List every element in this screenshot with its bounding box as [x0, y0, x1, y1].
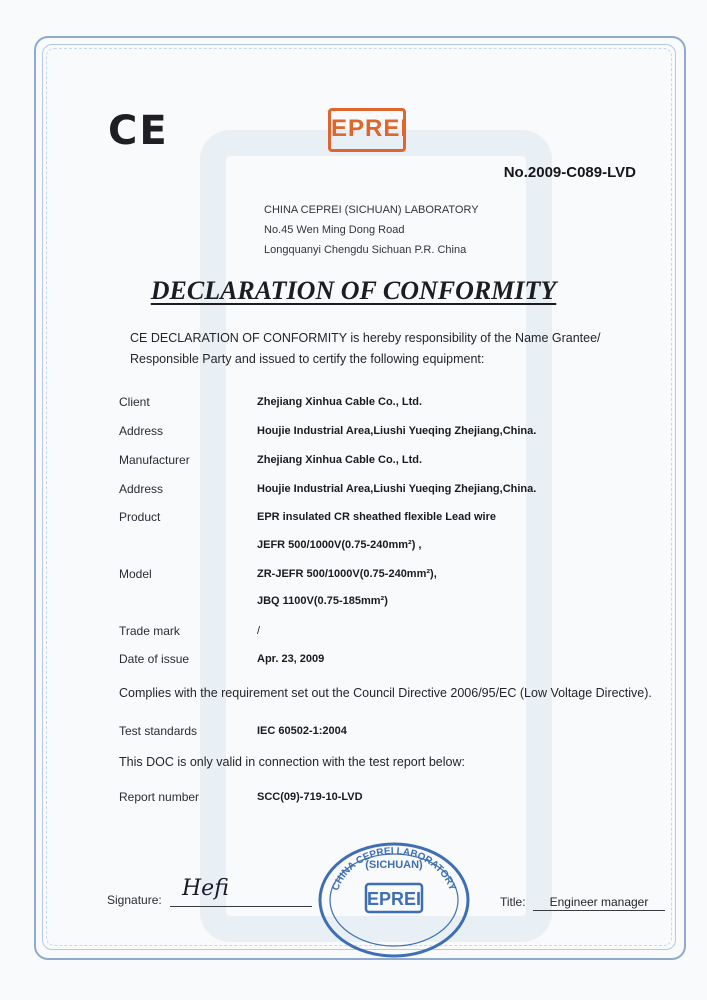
lab-address-line-1: No.45 Wen Ming Dong Road: [264, 224, 405, 236]
official-stamp: [314, 838, 474, 958]
model-line-1: JEFR 500/1000V(0.75-240mm²) ,: [257, 539, 422, 551]
product-value: EPR insulated CR sheathed flexible Lead wire: [257, 511, 497, 523]
client-label: Client: [119, 395, 150, 409]
laboratory-address: [264, 200, 479, 260]
declaration-title-text: DECLARATION OF CONFORMITY: [150, 276, 557, 305]
model-line-2: ZR-JEFR 500/1000V(0.75-240mm²),: [257, 568, 437, 580]
inner-border-dashed: [46, 48, 672, 946]
declaration-title: [0, 276, 707, 306]
test-standards-label: Test standards: [119, 724, 198, 738]
stamp-ring-text: CHINA CEPREI LABORATORY: [330, 845, 458, 893]
title-value: Engineer manager: [533, 895, 665, 911]
trademark-value: /: [257, 625, 261, 637]
manufacturer-address-value: Houjie Industrial Area,Liushi Yueqing Zhejiang,China.: [257, 483, 537, 495]
complies-statement: Complies with the requirement set out the Council Directive 2006/95/EC (Low Voltage Directive).: [119, 686, 652, 700]
stamp-top-text: (SICHUAN): [365, 859, 423, 871]
intro-line-2: Responsible Party and issued to certify the following equipment:: [130, 352, 485, 366]
validity-statement: This DOC is only valid in connection with the test report below:: [119, 755, 465, 769]
signature-line: [170, 906, 312, 907]
lab-name: CHINA CEPREI (SICHUAN) LABORATORY: [264, 204, 479, 216]
client-address-value: Houjie Industrial Area,Liushi Yueqing Zhejiang,China.: [257, 425, 537, 437]
client-value: Zhejiang Xinhua Cable Co., Ltd.: [257, 396, 423, 408]
title-label: Title:: [500, 895, 526, 909]
eprei-logo: EPREI: [328, 108, 406, 152]
handwritten-signature: Hefi: [182, 876, 229, 901]
manufacturer-label: Manufacturer: [119, 453, 190, 467]
model-label: Model: [119, 567, 152, 581]
client-address-label: Address: [119, 424, 164, 438]
lab-address-line-2: Longquanyi Chengdu Sichuan P.R. China: [264, 244, 467, 256]
date-of-issue-value: Apr. 23, 2009: [257, 653, 325, 665]
model-line-3: JBQ 1100V(0.75-185mm²): [257, 595, 388, 607]
ce-mark-logo: CE: [108, 108, 169, 154]
intro-paragraph: [130, 328, 620, 370]
manufacturer-value: Zhejiang Xinhua Cable Co., Ltd.: [257, 454, 423, 466]
test-standards-value: IEC 60502-1:2004: [257, 725, 347, 737]
report-number-value: SCC(09)-719-10-LVD: [257, 791, 363, 803]
document-number: No.2009-C089-LVD: [503, 164, 636, 181]
intro-line-1: CE DECLARATION OF CONFORMITY is hereby responsibility of the Name Grantee/: [130, 331, 601, 345]
trademark-label: Trade mark: [119, 624, 180, 638]
signature-label: Signature:: [107, 893, 162, 907]
report-number-label: Report number: [119, 790, 200, 804]
manufacturer-address-label: Address: [119, 482, 164, 496]
stamp-center-logo: EPREI: [366, 889, 422, 909]
date-of-issue-label: Date of issue: [119, 652, 190, 666]
product-label: Product: [119, 510, 161, 524]
